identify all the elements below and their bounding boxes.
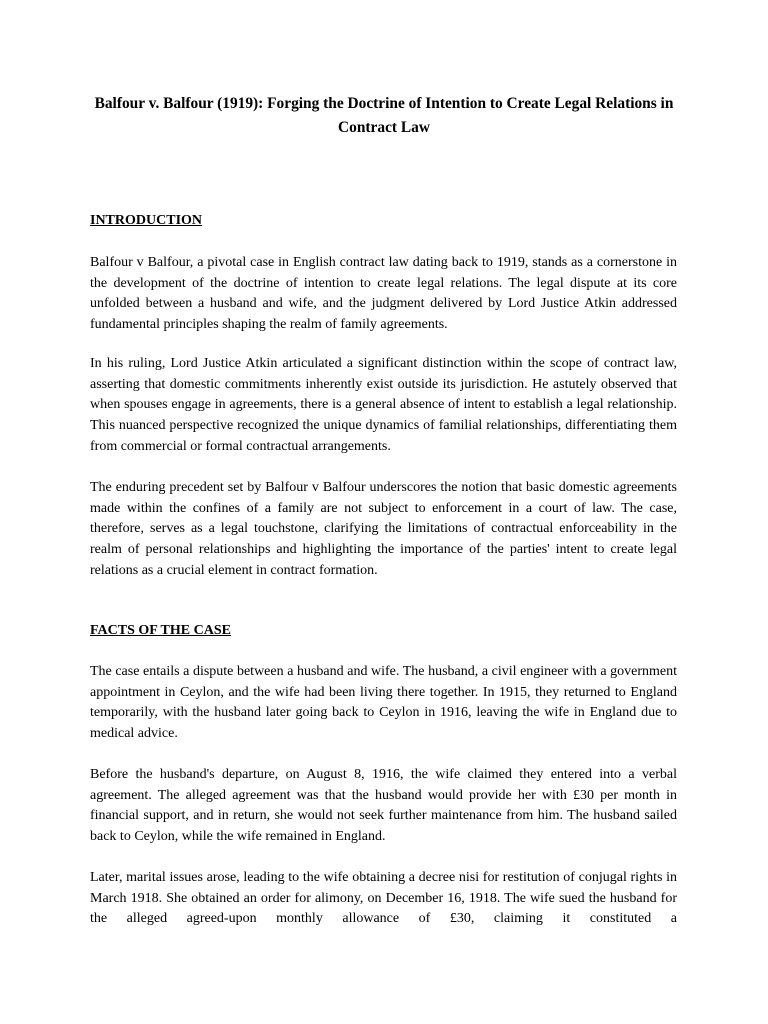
section-heading-facts: FACTS OF THE CASE — [90, 623, 231, 638]
document-title: Balfour v. Balfour (1919): Forging the Doctrine of Intention to Create Legal Relations in Contract Law — [94, 95, 674, 136]
paragraph: Later, marital issues arose, leading to the wife obtaining a decree nisi for restitution of conjugal rights in March 1918. She obtained an order for alimony, on December 16, 1918. The wife sued the husband for the alleged agreed-upon monthly allowance of £30, claiming it constituted a — [90, 870, 677, 927]
paragraph: The case entails a dispute between a husband and wife. The husband, a civil engineer with a government appointment in Ceylon, and the wife had been living there together. In 1915, they returned to England temporarily, with the husband later going back to Ceylon in 1916, leaving the wife in England due to medical advice. — [90, 664, 677, 742]
paragraph: The enduring precedent set by Balfour v Balfour underscores the notion that basic domestic agreements made within the confines of a family are not subject to enforcement in a court of law. The case, therefore, serves as a legal touchstone, clarifying the limitations of contractual enforceability in the realm of personal relationships and highlighting the importance of the parties' intent to create legal relations as a crucial element in contract formation. — [90, 480, 677, 578]
paragraph: Before the husband's departure, on August 8, 1916, the wife claimed they entered into a verbal agreement. The alleged agreement was that the husband would provide her with £30 per month in financial support, and in return, she would not seek further maintenance from him. The husband sailed back to Ceylon, while the wife remained in England. — [90, 767, 677, 845]
paragraph: Balfour v Balfour, a pivotal case in English contract law dating back to 1919, stands as a cornerstone in the development of the doctrine of intention to create legal relations. The legal dispute at its core unfolded between a husband and wife, and the judgment delivered by Lord Justice Atkin addressed fundamental principles shaping the realm of family agreements. — [90, 255, 677, 333]
paragraph: In his ruling, Lord Justice Atkin articulated a significant distinction within the scope of contract law, asserting that domestic commitments inherently exist outside its jurisdiction. He astutely observed that when spouses engage in agreements, there is a general absence of intent to establish a legal relationship. This nuanced perspective recognized the unique dynamics of familial relationships, differentiating them from commercial or formal contractual arrangements. — [90, 356, 677, 454]
section-heading-introduction: INTRODUCTION — [90, 213, 203, 228]
